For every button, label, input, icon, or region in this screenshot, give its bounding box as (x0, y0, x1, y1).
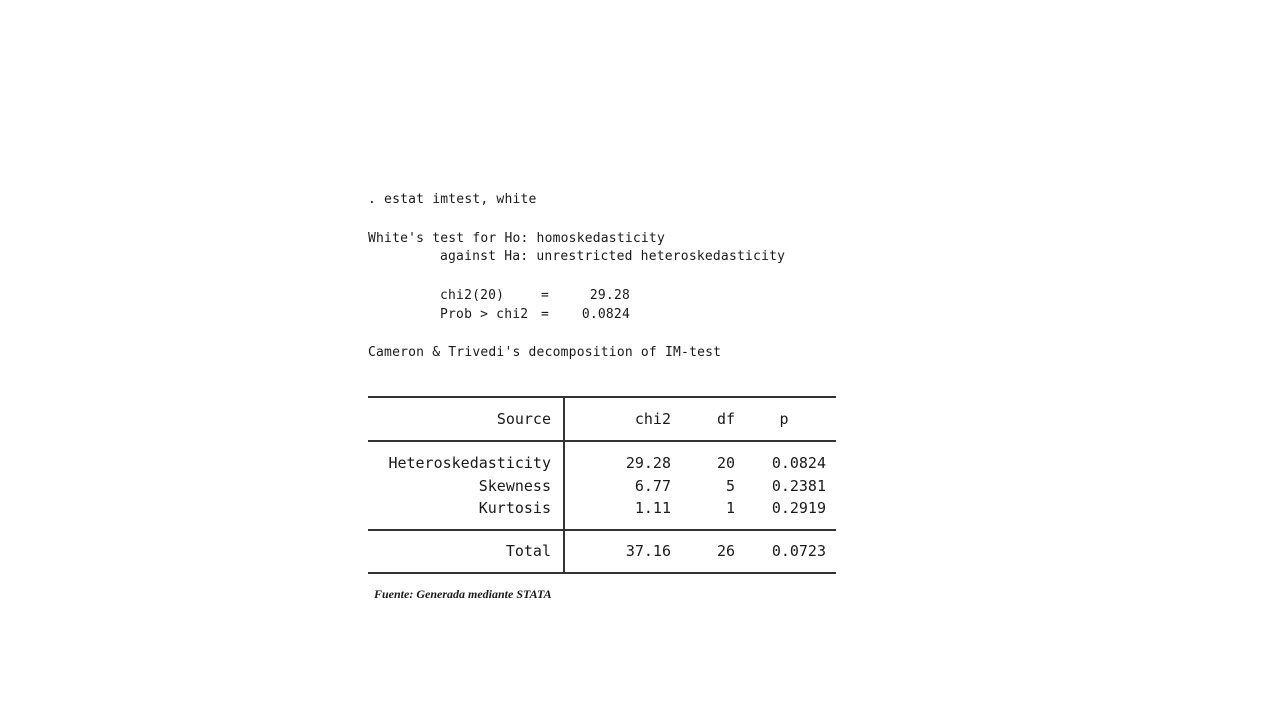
total-source: Total (505, 542, 551, 560)
row-source: Kurtosis (478, 499, 551, 517)
im-test-table (368, 396, 836, 574)
row-chi2: 6.77 (634, 477, 671, 495)
total-df: 26 (716, 542, 735, 560)
table-header-rule (368, 440, 836, 442)
decomposition-title: Cameron & Trivedi's decomposition of IM-test (368, 345, 722, 360)
white-test-hypothesis-alt: against Ha: unrestricted heteroskedasticity (440, 249, 786, 264)
chi2-equals: = (541, 288, 550, 303)
chi2-label: chi2(20) (440, 288, 505, 303)
prob-value: 0.0824 (581, 307, 630, 322)
chi2-value: 29.28 (589, 288, 630, 303)
row-df: 1 (725, 499, 735, 517)
table-top-rule (368, 396, 836, 398)
row-df: 5 (725, 477, 735, 495)
row-chi2: 1.11 (634, 499, 671, 517)
row-chi2: 29.28 (625, 454, 671, 472)
table-total-rule (368, 529, 836, 531)
header-source: Source (496, 410, 551, 428)
total-p: 0.0723 (771, 542, 826, 560)
row-p: 0.2919 (771, 499, 826, 517)
table-bottom-rule (368, 572, 836, 574)
source-footnote: Fuente: Generada mediante STATA (374, 587, 552, 601)
header-chi2: chi2 (634, 410, 671, 428)
row-p: 0.2381 (771, 477, 826, 495)
header-p: p (779, 410, 789, 428)
prob-equals: = (541, 307, 550, 322)
total-chi2: 37.16 (625, 542, 671, 560)
row-df: 20 (716, 454, 735, 472)
row-source: Heteroskedasticity (388, 454, 551, 472)
prob-label: Prob > chi2 (440, 307, 529, 322)
row-source: Skewness (478, 477, 551, 495)
row-p: 0.0824 (771, 454, 826, 472)
command-line: . estat imtest, white (368, 192, 537, 207)
header-df: df (716, 410, 735, 428)
white-test-hypothesis-null: White's test for Ho: homoskedasticity (368, 231, 665, 246)
